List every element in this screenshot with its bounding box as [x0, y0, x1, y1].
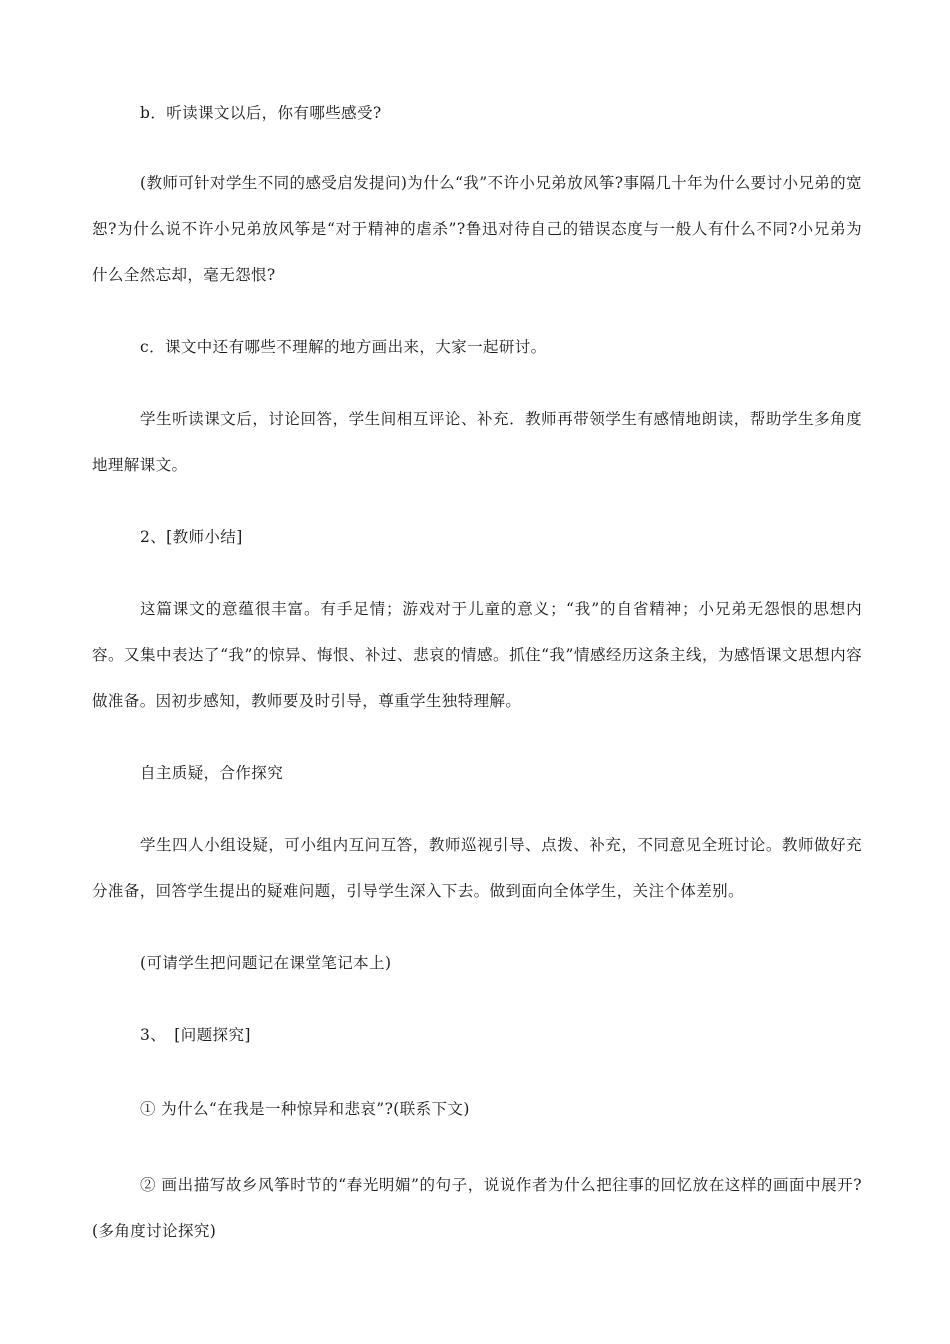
paragraph-student-reading: 学生听读课文后，讨论回答，学生间相互评论、补充．教师再带领学生有感情地朗读，帮助学生多角度地理解课文。	[92, 410, 862, 474]
paragraph-group-discussion: 学生四人小组设疑，可小组内互问互答，教师巡视引导、点拨、补充，不同意见全班讨论。教师做好充分准备，回答学生提出的疑难问题，引导学生深入下去。做到面向全体学生，关注个体差别。	[92, 836, 862, 900]
paragraph-question-1: ① 为什么“在我是一种惊异和悲哀”?(联系下文)	[140, 1100, 470, 1118]
paragraph-notebook-note: (可请学生把问题记在课堂笔记本上)	[140, 954, 392, 972]
paragraph-teacher-prompts: (教师可针对学生不同的感受启发提问)为什么“我”不许小兄弟放风筝?事隔几十年为什么要讨小兄弟的宽恕?为什么说不许小兄弟放风筝是“对于精神的虐杀”?鲁迅对待自己的错误态度与一般人有什么不同?小兄弟为什么全然忘却，毫无怨恨?	[92, 174, 862, 284]
document-page	[92, 0, 862, 1344]
paragraph-question-b: b．听读课文以后，你有哪些感受?	[140, 104, 382, 122]
heading-teacher-summary: 2、[教师小结]	[140, 528, 243, 546]
heading-problem-inquiry: 3、 [问题探究]	[140, 1026, 251, 1044]
paragraph-question-2: ② 画出描写故乡风筝时节的“春光明媚”的句子，说说作者为什么把往事的回忆放在这样的画面中展开?(多角度讨论探究)	[92, 1176, 862, 1240]
paragraph-question-c: c．课文中还有哪些不理解的地方画出来，大家一起研讨。	[140, 338, 547, 356]
heading-self-inquiry: 自主质疑，合作探究	[140, 764, 284, 782]
paragraph-summary-content: 这篇课文的意蕴很丰富。有手足情；游戏对于儿童的意义；“我”的自省精神；小兄弟无怨恨的思想内容。又集中表达了“我”的惊异、悔恨、补过、悲哀的情感。抓住“我”情感经历这条主线，为感悟课文思想内容做准备。因初步感知，教师要及时引导，尊重学生独特理解。	[92, 600, 862, 710]
